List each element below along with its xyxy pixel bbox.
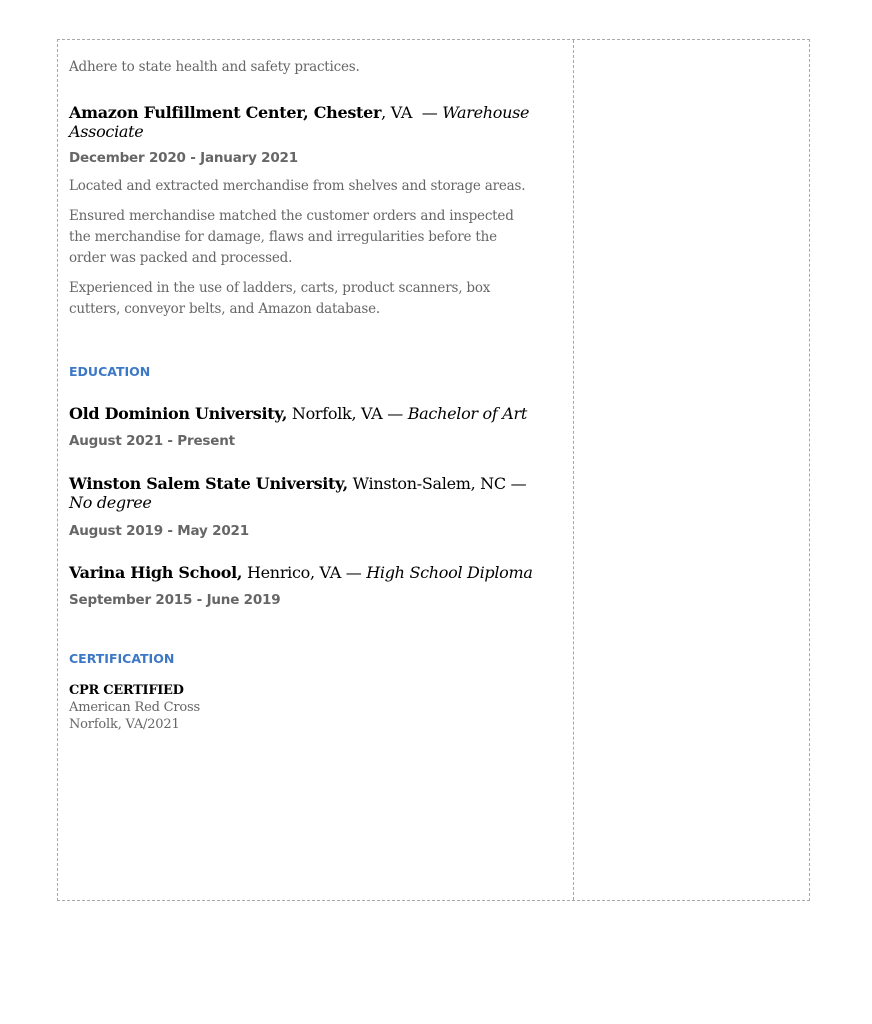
certification-title: CPR CERTIFIED — [69, 683, 184, 698]
title-separator: — — [412, 103, 443, 122]
certification-place-year: Norfolk, VA/2021 — [69, 717, 180, 732]
education-title — [69, 563, 535, 582]
job-location: , VA — [381, 103, 413, 122]
job-bullet: Ensured merchandise matched the customer orders and inspected the merchandise for damage, flaws and irregularities before the order was packed and processed. — [69, 208, 514, 266]
resume-table — [57, 39, 810, 901]
degree: Bachelor of Art — [407, 404, 528, 423]
school-name: Varina High School, — [69, 563, 243, 582]
certification-heading: CERTIFICATION — [69, 651, 175, 666]
education-title — [69, 404, 535, 423]
education-dates: August 2019 - May 2021 — [69, 523, 249, 539]
job-bullet: Located and extracted merchandise from shelves and storage areas. — [69, 178, 526, 194]
education-entry — [69, 404, 535, 423]
degree: No degree — [69, 493, 152, 512]
school-location: Henrico, VA — — [242, 563, 367, 582]
company-name: Amazon Fulfillment Center, Chester — [69, 103, 382, 122]
column-divider — [573, 40, 574, 900]
education-entry — [69, 474, 535, 512]
school-name: Winston Salem State University, — [69, 474, 348, 493]
education-title — [69, 474, 535, 512]
school-location: Winston-Salem, NC — — [347, 474, 527, 493]
certification-issuer: American Red Cross — [69, 700, 200, 715]
degree: High School Diploma — [366, 563, 533, 582]
job-title — [69, 103, 535, 141]
education-entry — [69, 563, 535, 582]
education-heading: EDUCATION — [69, 364, 151, 379]
experience-bullet: Adhere to state health and safety practices. — [69, 59, 360, 75]
education-dates: September 2015 - June 2019 — [69, 592, 281, 608]
job-dates: December 2020 - January 2021 — [69, 150, 298, 166]
job-role: Warehouse Associate — [69, 103, 530, 141]
school-name: Old Dominion University, — [69, 404, 288, 423]
job-entry-amazon — [69, 103, 535, 141]
education-dates: August 2021 - Present — [69, 433, 235, 449]
job-bullet: Experienced in the use of ladders, carts, product scanners, box cutters, conveyor belts, and Amazon database. — [69, 280, 491, 317]
school-location: Norfolk, VA — — [287, 404, 408, 423]
